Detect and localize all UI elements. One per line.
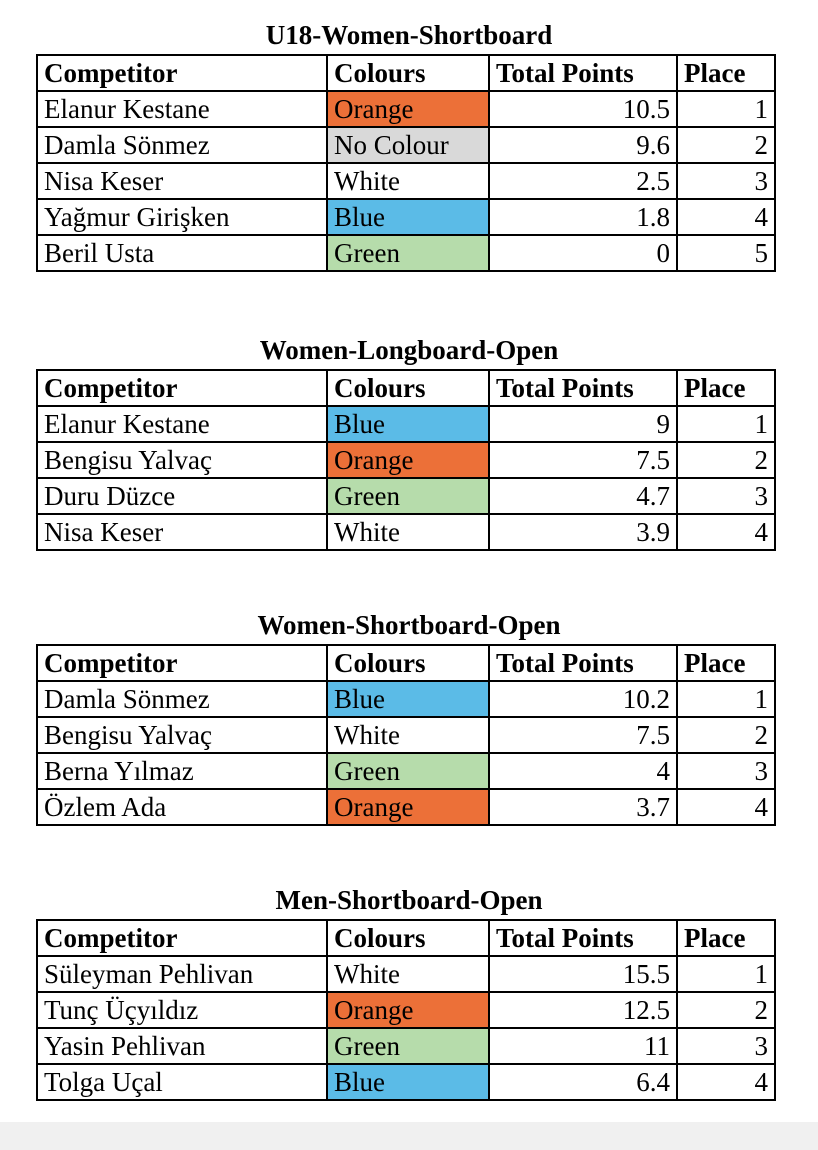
total-points-cell: 2.5 bbox=[489, 163, 677, 199]
competitor-cell: Berna Yılmaz bbox=[37, 753, 327, 789]
table-row bbox=[37, 1064, 775, 1100]
table-row bbox=[37, 753, 775, 789]
total-points-cell: 7.5 bbox=[489, 717, 677, 753]
header-competitor: Competitor bbox=[37, 645, 327, 681]
total-points-cell: 3.7 bbox=[489, 789, 677, 825]
header-competitor: Competitor bbox=[37, 920, 327, 956]
place-cell: 3 bbox=[677, 753, 775, 789]
place-cell: 1 bbox=[677, 956, 775, 992]
place-cell: 4 bbox=[677, 514, 775, 550]
header-place: Place bbox=[677, 645, 775, 681]
competitor-cell: Özlem Ada bbox=[37, 789, 327, 825]
colour-cell: Green bbox=[327, 1028, 489, 1064]
table-header-row bbox=[37, 920, 775, 956]
colour-cell: No Colour bbox=[327, 127, 489, 163]
table-row bbox=[37, 717, 775, 753]
place-cell: 4 bbox=[677, 199, 775, 235]
colour-cell: Blue bbox=[327, 681, 489, 717]
results-table bbox=[36, 919, 776, 1101]
table-row bbox=[37, 514, 775, 550]
colour-cell: Orange bbox=[327, 789, 489, 825]
table-row bbox=[37, 681, 775, 717]
competitor-cell: Tolga Uçal bbox=[37, 1064, 327, 1100]
header-colours: Colours bbox=[327, 920, 489, 956]
total-points-cell: 6.4 bbox=[489, 1064, 677, 1100]
header-colours: Colours bbox=[327, 55, 489, 91]
table-header-row bbox=[37, 55, 775, 91]
total-points-cell: 7.5 bbox=[489, 442, 677, 478]
header-place: Place bbox=[677, 920, 775, 956]
colour-cell: Orange bbox=[327, 91, 489, 127]
section-title: Women-Shortboard-Open bbox=[257, 610, 561, 640]
place-cell: 1 bbox=[677, 91, 775, 127]
table-row bbox=[37, 956, 775, 992]
place-cell: 1 bbox=[677, 406, 775, 442]
colour-cell: Green bbox=[327, 753, 489, 789]
colour-cell: Green bbox=[327, 478, 489, 514]
place-cell: 4 bbox=[677, 1064, 775, 1100]
competitor-cell: Nisa Keser bbox=[37, 514, 327, 550]
header-total-points: Total Points bbox=[489, 920, 677, 956]
place-cell: 2 bbox=[677, 992, 775, 1028]
colour-cell: White bbox=[327, 163, 489, 199]
competitor-cell: Elanur Kestane bbox=[37, 406, 327, 442]
header-total-points: Total Points bbox=[489, 370, 677, 406]
results-section bbox=[0, 883, 818, 1097]
section-title: Men-Shortboard-Open bbox=[275, 885, 543, 915]
place-cell: 3 bbox=[677, 1028, 775, 1064]
competitor-cell: Süleyman Pehlivan bbox=[37, 956, 327, 992]
place-cell: 5 bbox=[677, 235, 775, 271]
place-cell: 1 bbox=[677, 681, 775, 717]
table-row bbox=[37, 199, 775, 235]
place-cell: 2 bbox=[677, 127, 775, 163]
total-points-cell: 4 bbox=[489, 753, 677, 789]
total-points-cell: 10.2 bbox=[489, 681, 677, 717]
competitor-cell: Yasin Pehlivan bbox=[37, 1028, 327, 1064]
header-total-points: Total Points bbox=[489, 55, 677, 91]
total-points-cell: 12.5 bbox=[489, 992, 677, 1028]
colour-cell: Blue bbox=[327, 406, 489, 442]
table-header-row bbox=[37, 645, 775, 681]
competitor-cell: Yağmur Girişken bbox=[37, 199, 327, 235]
table-row bbox=[37, 235, 775, 271]
total-points-cell: 15.5 bbox=[489, 956, 677, 992]
section-title: U18-Women-Shortboard bbox=[265, 20, 553, 50]
competitor-cell: Duru Düzce bbox=[37, 478, 327, 514]
colour-cell: White bbox=[327, 514, 489, 550]
colour-cell: Blue bbox=[327, 199, 489, 235]
header-place: Place bbox=[677, 370, 775, 406]
colour-cell: Blue bbox=[327, 1064, 489, 1100]
colour-cell: Orange bbox=[327, 992, 489, 1028]
section-title: Women-Longboard-Open bbox=[259, 335, 559, 365]
header-colours: Colours bbox=[327, 370, 489, 406]
table-row bbox=[37, 127, 775, 163]
competitor-cell: Bengisu Yalvaç bbox=[37, 442, 327, 478]
colour-cell: White bbox=[327, 956, 489, 992]
results-section bbox=[0, 608, 818, 822]
colour-cell: Green bbox=[327, 235, 489, 271]
colour-cell: White bbox=[327, 717, 489, 753]
total-points-cell: 0 bbox=[489, 235, 677, 271]
place-cell: 3 bbox=[677, 478, 775, 514]
header-colours: Colours bbox=[327, 645, 489, 681]
results-table bbox=[36, 54, 776, 272]
total-points-cell: 10.5 bbox=[489, 91, 677, 127]
results-table bbox=[36, 644, 776, 826]
table-row bbox=[37, 406, 775, 442]
competitor-cell: Tunç Üçyıldız bbox=[37, 992, 327, 1028]
table-row bbox=[37, 789, 775, 825]
table-header-row bbox=[37, 370, 775, 406]
header-competitor: Competitor bbox=[37, 55, 327, 91]
colour-cell: Orange bbox=[327, 442, 489, 478]
competitor-cell: Damla Sönmez bbox=[37, 127, 327, 163]
total-points-cell: 4.7 bbox=[489, 478, 677, 514]
place-cell: 2 bbox=[677, 717, 775, 753]
header-total-points: Total Points bbox=[489, 645, 677, 681]
competitor-cell: Damla Sönmez bbox=[37, 681, 327, 717]
header-place: Place bbox=[677, 55, 775, 91]
place-cell: 2 bbox=[677, 442, 775, 478]
total-points-cell: 9.6 bbox=[489, 127, 677, 163]
results-section bbox=[0, 333, 818, 547]
place-cell: 3 bbox=[677, 163, 775, 199]
table-row bbox=[37, 442, 775, 478]
table-row bbox=[37, 992, 775, 1028]
header-competitor: Competitor bbox=[37, 370, 327, 406]
table-row bbox=[37, 1028, 775, 1064]
table-row bbox=[37, 478, 775, 514]
bottom-margin-band bbox=[0, 1122, 818, 1150]
results-table bbox=[36, 369, 776, 551]
total-points-cell: 1.8 bbox=[489, 199, 677, 235]
place-cell: 4 bbox=[677, 789, 775, 825]
competitor-cell: Bengisu Yalvaç bbox=[37, 717, 327, 753]
competitor-cell: Beril Usta bbox=[37, 235, 327, 271]
competitor-cell: Nisa Keser bbox=[37, 163, 327, 199]
total-points-cell: 3.9 bbox=[489, 514, 677, 550]
competitor-cell: Elanur Kestane bbox=[37, 91, 327, 127]
total-points-cell: 9 bbox=[489, 406, 677, 442]
total-points-cell: 11 bbox=[489, 1028, 677, 1064]
table-row bbox=[37, 91, 775, 127]
table-row bbox=[37, 163, 775, 199]
results-section bbox=[0, 18, 818, 268]
